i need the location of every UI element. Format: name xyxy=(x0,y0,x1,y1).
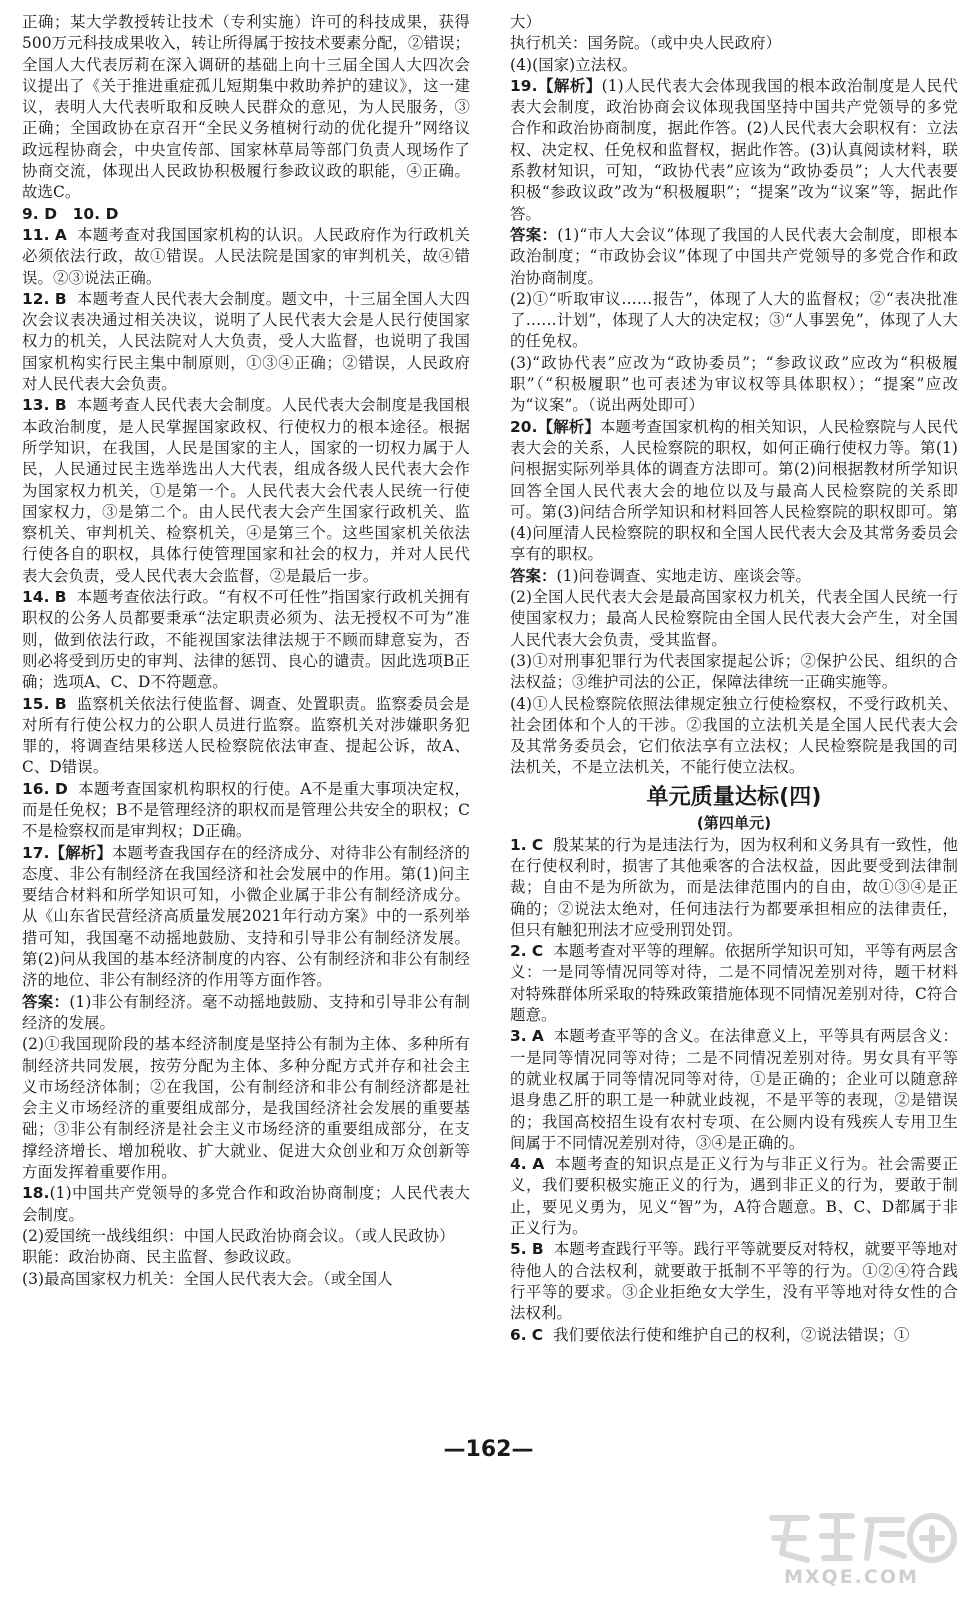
answer-9-10: 9. D 10. D xyxy=(22,204,119,223)
answer-20-answer-1: 答案：(1)问卷调查、实地走访、座谈会等。 xyxy=(510,566,811,585)
answer-13: 13. B 本题考查人民代表大会制度。人民代表大会制度是我国根本政治制度，是人民掌握国家政权、行使权力的根本途径。根据所学知识，在我国，人民是国家的主人，国家的一切权力属于人民，人民通过民主选举选出人大代表，组成各级人民代表大会作为国家权力机关，①是第一个。人民代表大会代表人民统一行使国家权力，③是第二个。由人民代表大会产生国家行政机关、监察机关、审判机关、检察机关，④是第三个。这些国家机关依法行使各自的职权，具体行使管理国家和社会的权力，并对人民代表大会负责，受人民代表大会监督，②是最后一步。 xyxy=(22,396,470,585)
answer-19-analysis: 19.【解析】(1)人民代表大会体现我国的根本政治制度是人民代表大会制度，政治协商会议体现我国坚持中国共产党领导的多党合作和政治协商制度，据此作答。(2)人民代表大会职权有：立法权、决定权、任免权和监督权，据此作答。(3)认真阅读材料，联系教材知识，可知，“政协代表”应该为“政协委员”；人大代表要积极“参政议政”改为“积极履职”；“提案”改为“议案”等，据此作答。 xyxy=(510,76,958,223)
unit-answer-6: 6. C 我们要依法行使和维护自己的权利，②说法错误；① xyxy=(510,1325,910,1344)
answer-17-analysis: 17.【解析】本题考查我国存在的经济成分、对待非公有制经济的态度、非公有制经济在我国经济和社会发展中的作用。第(1)问主要结合材料和所学知识可知，小微企业属于非公有制经济成分。从《山东省民营经济高质量发展2021年行动方案》中的一系列举措可知，我国毫不动摇地鼓励、支持和引导非公有制经济发展。第(2)问从我国的基本经济制度的内容、公有制经济和非公有制经济的地位、非公有制经济的作用等方面作答。 xyxy=(22,843,470,990)
answer-20-answer-2: (2)全国人民代表大会是最高国家权力机关，代表全国人民统一行使国家权力；最高人民检察院由全国人民代表大会产生，对全国人民代表大会负责，受其监督。 xyxy=(510,588,958,649)
answer-18-executive: 执行机关：国务院。（或中央人民政府） xyxy=(510,34,782,53)
answer-15: 15. B 监察机关依法行使监督、调查、处置职责。监察委员会是对所有行使公权力的公职人员进行监察。监察机关对涉嫌职务犯罪的，将调查结果移送人民检察院依法审查、提起公诉，故A、C、D错误。 xyxy=(22,694,470,777)
unit-answer-5: 5. B 本题考查践行平等。践行平等就要反对特权，就要平等地对待他人的合法权利，就要敢于抵制不平等的行为。①②④符合践行平等的要求。③企业拒绝女大学生，没有平等地对待女性的合法权利。 xyxy=(510,1240,958,1323)
unit-answer-3: 3. A 本题考查平等的含义。在法律意义上，平等具有两层含义：一是同等情况同等对待；二是不同情况差别对待。男女具有平等的就业权属于同等情况同等对待，①是正确的；企业可以随意辞退身患乙肝的职工是一种就业歧视，不是平等的表现，②是错误的；我国高校招生设有农村专项、在公厕内设有残疾人专用卫生间属于不同情况差别对待，③④是正确的。 xyxy=(510,1027,958,1152)
answer-19-answer-3: (3)“政协代表”应改为“政协委员”；“参政议政”应改为“积极履职”（“积极履职”也可表述为审议权等具体职权）；“提案”应改为“议案”。（说出两处即可） xyxy=(510,353,958,415)
answer-20-analysis: 20.【解析】本题考查国家机构的相关知识，人民检察院与人民代表大会的关系，人民检察院的职权，如何正确行使权力等。第(1)问根据实际列举具体的调查方法即可。第(2)问根据教材所学知识回答全国人民代表大会的地位以及与最高人民检察院的关系即可。第(3)问结合所学知识和材料回答人民检察院的职权即可。第(4)问厘清人民检察院的职权和全国人民代表大会及其常务委员会享有的职权。 xyxy=(510,417,958,564)
unit-answer-2: 2. C 本题考查对平等的理解。依据所学知识可知，平等有两层含义：一是同等情况同等对待，二是不同情况差别对待，题干材料对特殊群体所采取的特殊政策措施体现不同情况差别对待，C符合题意。 xyxy=(510,942,958,1025)
answer-17-answer-1: 答案：(1)非公有制经济。毫不动摇地鼓励、支持和引导非公有制经济的发展。 xyxy=(22,992,470,1032)
answer-20-answer-3: (3)①对刑事犯罪行为代表国家提起公诉；②保护公民、组织的合法权益；③维护司法的公正，保障法律统一正确实施等。 xyxy=(510,651,958,692)
left-column xyxy=(22,12,470,1290)
unit-answer-4: 4. A 本题考查的知识点是正义行为与非正义行为。社会需要正义，我们要积极实施正义的行为，遇到非正义的行为，要敢于制止，要见义勇为，见义“智”为，A符合题意。B、C、D都属于非正义行为。 xyxy=(510,1155,958,1238)
section-title: 单元质量达标(四) xyxy=(646,784,822,810)
answer-19-answer-1: 答案：(1)“市人大会议”体现了我国的人民代表大会制度，即根本政治制度；“市政协会议”体现了中国共产党领导的多党合作和政治协商制度。 xyxy=(510,225,958,287)
section-subtitle: (第四单元) xyxy=(696,813,772,832)
answer-20-answer-4: (4)①人民检察院依照法律规定独立行使检察权，不受行政机关、社会团体和个人的干涉。②我国的立法机关是全国人民代表大会及其常务委员会，它们依法享有立法权；人民检察院是我国的司法机关，不是立法机关，不能行使立法权。 xyxy=(510,694,958,777)
answer-17-answer-2: (2)①我国现阶段的基本经济制度是坚持公有制为主体、多种所有制经济共同发展，按劳分配为主体、多种分配方式并存和社会主义市场经济体制；②在我国，公有制经济和非公有制经济都是社会主义市场经济的重要组成部分，是我国经济社会发展的重要基础；③非公有制经济是社会主义市场经济的重要组成部分，在支撑经济增长、增加税收、扩大就业、促进大众创业和万众创新等方面发挥着重要作用。 xyxy=(22,1035,470,1182)
answer-18-continued: 大） xyxy=(510,13,541,31)
unit-answer-1: 1. C 殷某某的行为是违法行为，因为权利和义务具有一致性，他在行使权利时，损害了其他乘客的合法权益，因此要受到法律制裁；自由不是为所欲为，而是法律范围内的自由，故①③④是正确的；②说法太绝对，任何违法行为都要承担相应的法律责任，但只有触犯刑法才应受刑罚处罚。 xyxy=(510,835,958,939)
answer-11: 11. A 本题考查对我国国家机构的认识。人民政府作为行政机关必须依法行政，故①错误。人民法院是国家的审判机关，故④错误。②③说法正确。 xyxy=(22,225,470,287)
answer-18-part-4: (4)(国家)立法权。 xyxy=(510,55,638,74)
right-column xyxy=(510,12,958,1346)
answer-18: 18.(1)中国共产党领导的多党合作和政治协商制度；人民代表大会制度。 xyxy=(22,1184,470,1224)
answer-19-answer-2: (2)①“听取审议……报告”，体现了人大的监督权；②“表决批准了……计划”，体现了人大的决定权；③“人事罢免”，体现了人大的任免权。 xyxy=(510,289,958,351)
page-number: —162— xyxy=(443,1437,534,1462)
answer-18-part-2: (2)爱国统一战线组织：中国人民政治协商会议。（或人民政协） xyxy=(22,1226,455,1245)
answer-16: 16. D 本题考查国家机构职权的行使。A不是重大事项决定权，而是任免权；B不是管理经济的职权而是管理公共安全的职权；C不是检察权而是审判权；D正确。 xyxy=(22,779,470,841)
answer-12: 12. B 本题考查人民代表大会制度。题文中，十三届全国人大四次会议表决通过相关决议，说明了人民代表大会是人民行使国家权力的机关，人民法院对人大负责，受人大监督，也说明了我国国家机构实行民主集中制原则，①③④正确；②错误，人民政府对人民代表大会负责。 xyxy=(22,289,470,394)
carryover-paragraph: 正确；某大学教授转让技术（专利实施）许可的科技成果，获得500万元科技成果收入，转让所得属于按技术要素分配，②错误；全国人大代表厉莉在深入调研的基础上向十三届全国人大四次会议提出了《关于推进重症孤儿短期集中救助养护的建议》，这一建议，表明人大代表听取和反映人民群众的意见，为人民服务，③正确；全国政协在京召开“全民义务植树行动的优化提升”网络议政远程协商会，中央宣传部、国家林草局等部门负责人现场作了协商交流，体现出人民政协积极履行参政议政的职能，④正确。故选C。 xyxy=(22,13,470,202)
answer-14: 14. B 本题考查依法行政。“有权不可任性”指国家行政机关拥有职权的公务人员都要秉承“法定职责必须为、法无授权不可为”准则，做到依法行政，不能视国家法律法规于不顾而肆意妄为，否则必将受到历史的审判、法律的惩罚、良心的谴责。因此选项B正确；选项A、C、D不符题意。 xyxy=(22,588,470,692)
watermark-url: MXQE.COM xyxy=(784,1566,919,1588)
answer-18-functions: 职能：政治协商、民主监督、参政议政。 xyxy=(22,1248,301,1267)
answer-18-part-3: (3)最高国家权力机关：全国人民代表大会。（或全国人 xyxy=(22,1269,393,1288)
